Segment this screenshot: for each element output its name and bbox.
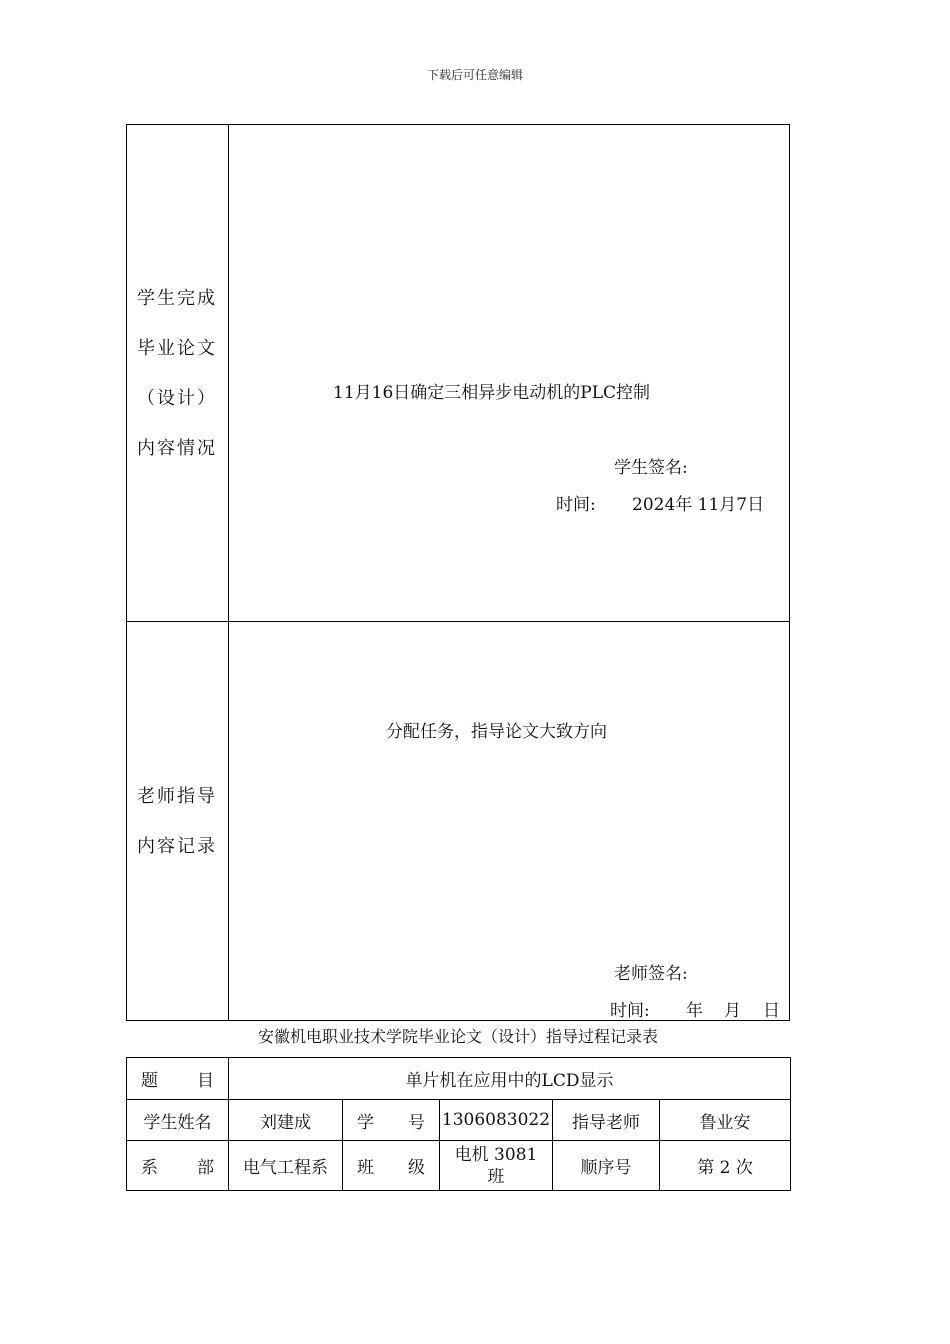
order-value: 第 2 次 bbox=[660, 1141, 791, 1191]
label-line: （设计） bbox=[137, 388, 217, 409]
order-label: 顺序号 bbox=[553, 1141, 660, 1191]
topic-label: 题 目 bbox=[127, 1058, 229, 1100]
form-column-divider bbox=[228, 124, 229, 1021]
label-line: 老师指导 bbox=[137, 786, 217, 807]
teacher-year-char: 年 bbox=[686, 1001, 703, 1021]
dept-label: 系 部 bbox=[127, 1141, 229, 1191]
label-line: 学生完成 bbox=[137, 288, 217, 309]
name-label: 学生姓名 bbox=[127, 1100, 229, 1141]
student-signature-label: 学生签名: bbox=[614, 458, 688, 478]
class-label: 班 级 bbox=[343, 1141, 440, 1191]
teacher-guidance-content: 分配任务，指导论文大致方向 bbox=[386, 722, 607, 742]
teacher-section-label bbox=[126, 772, 228, 872]
student-time-label: 时间: bbox=[556, 495, 596, 515]
topic-value: 单片机在应用中的LCD显示 bbox=[229, 1058, 791, 1100]
page-header: 下载后可任意编辑 bbox=[426, 68, 523, 82]
form-row-divider bbox=[126, 621, 790, 622]
advisor-value: 鲁业安 bbox=[660, 1100, 791, 1141]
teacher-signature-label: 老师签名: bbox=[614, 964, 688, 984]
class-value: 电机 3081 班 bbox=[440, 1141, 553, 1191]
id-value: 1306083022 bbox=[440, 1100, 553, 1141]
table-row bbox=[127, 1141, 791, 1191]
name-value: 刘建成 bbox=[229, 1100, 343, 1141]
form-caption: 安徽机电职业技术学院毕业论文（设计）指导过程记录表 bbox=[257, 1027, 658, 1046]
label-line: 内容情况 bbox=[137, 438, 217, 459]
table-row bbox=[127, 1058, 791, 1100]
student-work-content: 11月16日确定三相异步电动机的PLC控制 bbox=[333, 383, 650, 403]
teacher-month-char: 月 bbox=[724, 1001, 741, 1021]
advisor-label: 指导老师 bbox=[553, 1100, 660, 1141]
student-section-label bbox=[126, 274, 228, 474]
info-table bbox=[126, 1057, 791, 1191]
teacher-day-char: 日 bbox=[763, 1001, 780, 1021]
teacher-time-label: 时间: bbox=[610, 1001, 650, 1021]
student-time-value: 2024年 11月7日 bbox=[632, 495, 765, 515]
label-line: 毕业论文 bbox=[137, 338, 217, 359]
label-line: 内容记录 bbox=[137, 836, 217, 857]
record-form bbox=[126, 124, 790, 1021]
id-label: 学 号 bbox=[343, 1100, 440, 1141]
dept-value: 电气工程系 bbox=[229, 1141, 343, 1191]
table-row bbox=[127, 1100, 791, 1141]
